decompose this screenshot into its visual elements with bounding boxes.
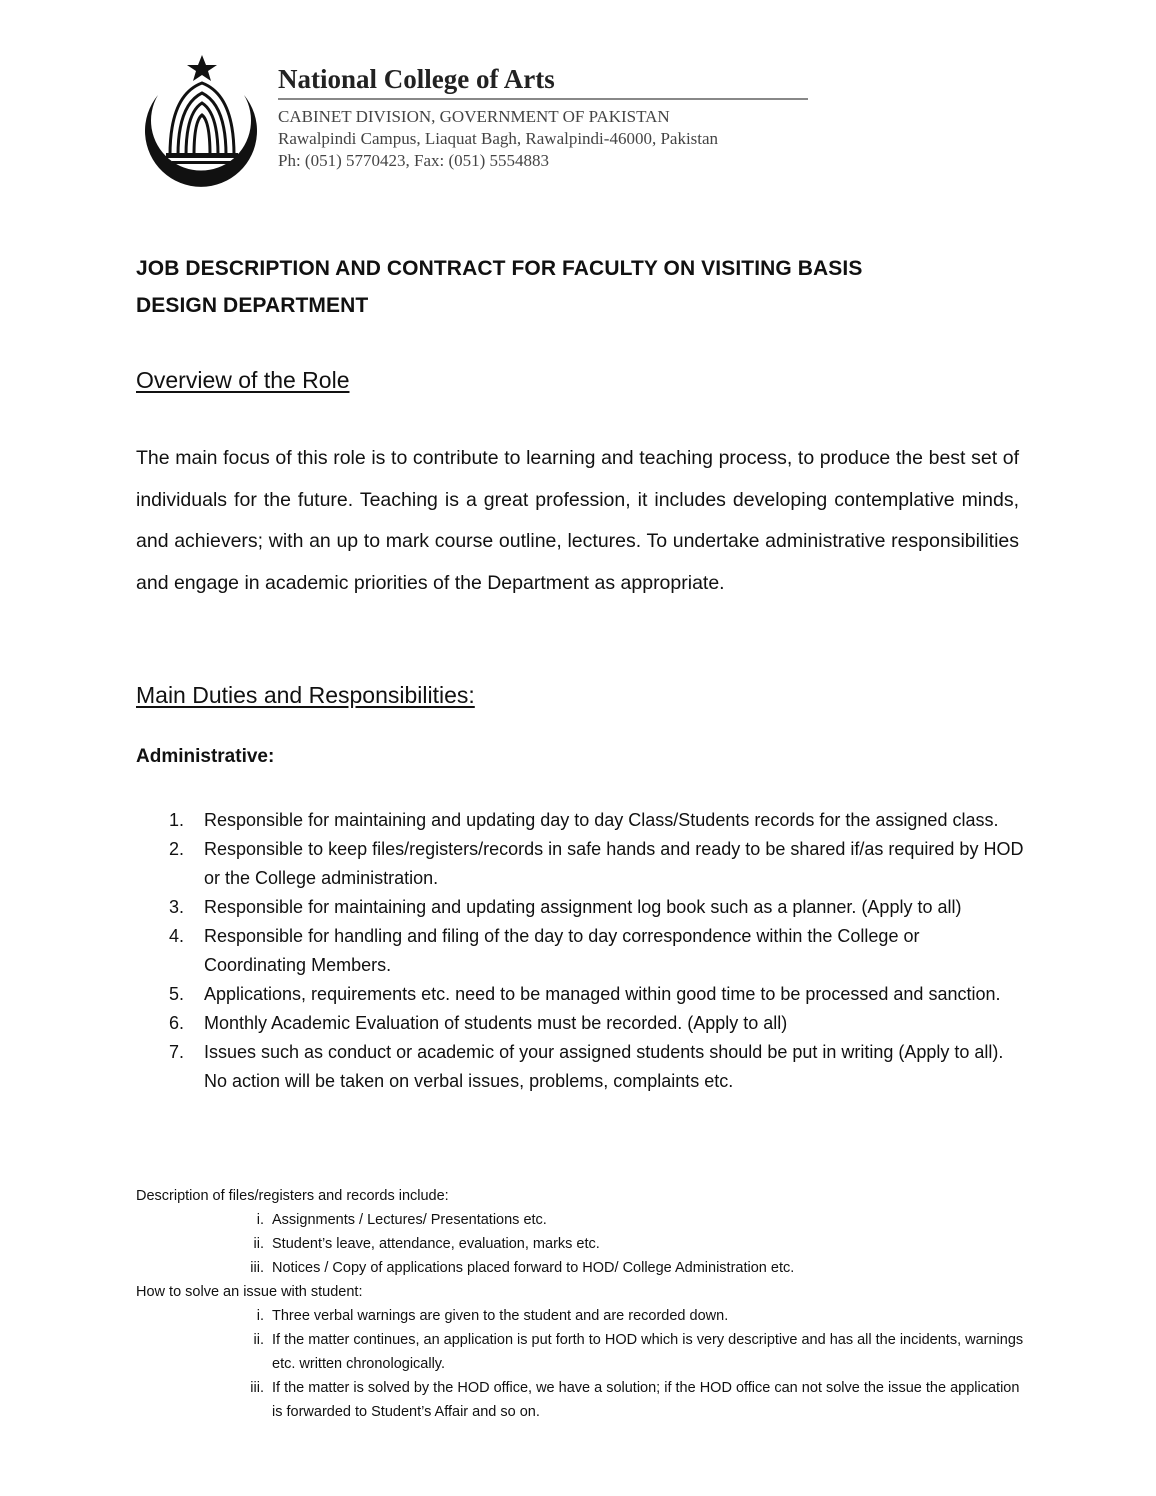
list-number: iii. [250,1260,264,1276]
list-number: iii. [250,1380,264,1396]
list-number: 6. [169,1013,185,1033]
list-item [136,922,1026,980]
list-item [136,893,1026,922]
letterhead [140,55,820,195]
list-number: ii. [253,1236,264,1252]
list-text: If the matter continues, an application is put forth to HOD which is very descriptive and has all the incidents, warnings etc. written chronologically. [272,1332,1024,1372]
document-title: JOB DESCRIPTION AND CONTRACT FOR FACULTY ON VISITING BASIS [136,257,863,280]
list-text: Responsible for handling and filing of the day to day correspondence within the College or Coordinating Members. [204,926,920,975]
list-item [136,1038,1026,1096]
list-number: 4. [169,926,185,946]
list-text: Notices / Copy of applications placed forward to HOD/ College Administration etc. [272,1260,795,1276]
overview-paragraph: The main focus of this role is to contribute to learning and teaching process, to produce the best set of individuals for the future. Teaching is a great profession, it includes developing contemplative minds, and achievers; with an up to mark course outline, lectures. To undertake administrative responsibilities and engage in academic priorities of the Department as appropriate. [136,447,1019,594]
list-number: ii. [253,1332,264,1348]
college-name: National College of Arts [278,64,555,94]
list-number: 5. [169,984,185,1004]
list-text: Responsible for maintaining and updating day to day Class/Students records for the assigned class. [204,810,999,830]
list-text: Responsible for maintaining and updating assignment log book such as a planner. (Apply to all) [204,897,962,917]
list-item [220,1328,1030,1376]
letterhead-address: Rawalpindi Campus, Liaquat Bagh, Rawalpindi-46000, Pakistan [278,129,719,148]
list-item [220,1376,1030,1424]
list-number: i. [256,1308,264,1324]
letterhead-divider [278,98,808,100]
list-text: Assignments / Lectures/ Presentations etc. [272,1212,547,1228]
list-text: If the matter is solved by the HOD office, we have a solution; if the HOD office can not solve the issue the application is forwarded to Student’s Affair and so on. [272,1380,1020,1420]
list-item [136,1009,1026,1038]
list-item [136,980,1026,1009]
records-heading: Description of files/registers and records include: [136,1188,449,1204]
list-item [136,835,1026,893]
letterhead-phone: Ph: (051) 5770423, Fax: (051) 5554883 [278,151,550,170]
overview-heading: Overview of the Role [136,367,350,393]
list-text: Applications, requirements etc. need to be managed within good time to be processed and sanction. [204,984,1001,1004]
department-title: DESIGN DEPARTMENT [136,294,369,317]
list-number: 2. [169,839,185,859]
list-text: Responsible to keep files/registers/records in safe hands and ready to be shared if/as required by HOD or the College administration. [204,839,1024,888]
issues-heading: How to solve an issue with student: [136,1284,363,1300]
list-text: Monthly Academic Evaluation of students must be recorded. (Apply to all) [204,1013,788,1033]
issues-list [220,1304,1030,1424]
list-number: i. [256,1212,264,1228]
list-text: Three verbal warnings are given to the student and are recorded down. [272,1308,729,1324]
list-item [220,1208,1030,1232]
letterhead-division: CABINET DIVISION, GOVERNMENT OF PAKISTAN [278,107,670,126]
college-logo-icon [140,55,265,193]
list-item [136,806,1026,835]
list-item [220,1256,1030,1280]
list-item [220,1232,1030,1256]
list-text: Student’s leave, attendance, evaluation, marks etc. [272,1236,600,1252]
list-number: 1. [169,810,185,830]
list-number: 3. [169,897,185,917]
records-list [220,1208,1030,1280]
administrative-subheading: Administrative: [136,746,275,767]
duties-heading: Main Duties and Responsibilities: [136,682,475,708]
list-text: Issues such as conduct or academic of your assigned students should be put in writing (Apply to all). No action will be taken on verbal issues, problems, complaints etc. [204,1042,1004,1091]
duties-list [136,806,1026,1096]
list-number: 7. [169,1042,185,1062]
list-item [220,1304,1030,1328]
